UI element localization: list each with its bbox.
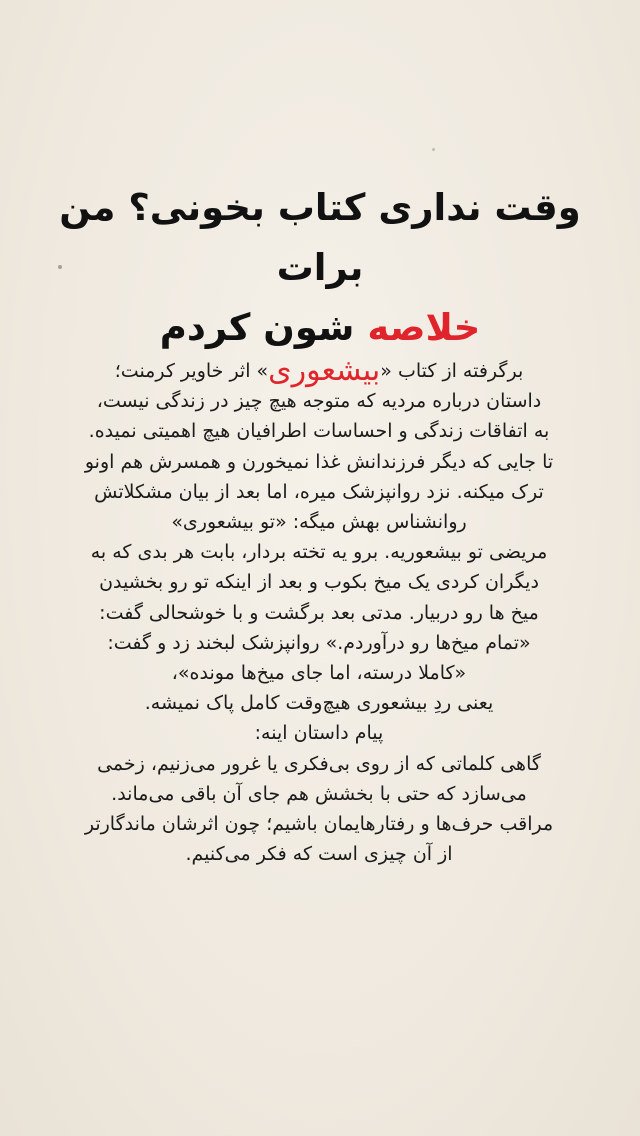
story-line: مریضی تو بیشعوریه. برو یه تخته بردار، بابت هر بدی که به [90, 541, 548, 564]
story-line: تا جایی که دیگر فرزندانش غذا نمیخورن و همسرش هم اونو [84, 450, 554, 473]
story-line: از آن چیزی است که فکر می‌کنیم. [185, 843, 453, 866]
headline-line-2: شون کردم [159, 306, 368, 349]
story-line: مراقب حرف‌ها و رفتارهایمان باشیم؛ چون اثرشان ماندگارتر [84, 813, 554, 836]
story-line: ترک میکنه. نزد روانپزشک میره، اما بعد از بیان مشکلاتش [94, 480, 544, 503]
headline-line-1: وقت نداری کتاب بخونی؟ من برات [59, 186, 581, 289]
story-line: «تمام میخ‌ها رو درآوردم.» روانپزشک لبخند زد و گفت: [107, 631, 531, 654]
story-line: دیگران کردی یک میخ بکوب و بعد از اینکه تو رو بخشیدن [99, 571, 539, 594]
intro-before: برگرفته از کتاب « [380, 360, 524, 382]
story-line: میخ ها رو دربیار. مدتی بعد برگشت و با خوشحالی گفت: [99, 601, 539, 624]
story-line: می‌سازد که حتی با بخشش هم جای آن باقی می‌ماند. [111, 782, 527, 805]
intro-after: » اثر خاویر کرمنت؛ [114, 360, 269, 382]
story-line: پیام داستان اینه: [254, 722, 384, 745]
story-line: داستان درباره مردیه که متوجه هیچ چیز در زندگی نیست، [96, 390, 542, 413]
book-title: بیشعوری [268, 353, 381, 388]
paper-speck [432, 148, 435, 151]
story-line: به اتفاقات زندگی و احساسات اطرافیان هیچ اهمیتی نمیده. [88, 420, 550, 443]
story-body [34, 353, 604, 869]
story-line: «کاملا درسته، اما جای میخ‌ها مونده»، [171, 662, 467, 685]
headline-accent-word: خلاصه [367, 306, 481, 349]
story-line: روانشناس بهش میگه: «تو بیشعوری» [171, 511, 467, 534]
story-line: یعنی ردِ بیشعوری هیچ‌وقت کامل پاک نمیشه. [144, 692, 494, 715]
headline [30, 178, 610, 358]
story-line: گاهی کلماتی که از روی بی‌فکری یا غرور می‌زنیم، زخمی [97, 752, 541, 775]
intro-line [34, 353, 604, 388]
